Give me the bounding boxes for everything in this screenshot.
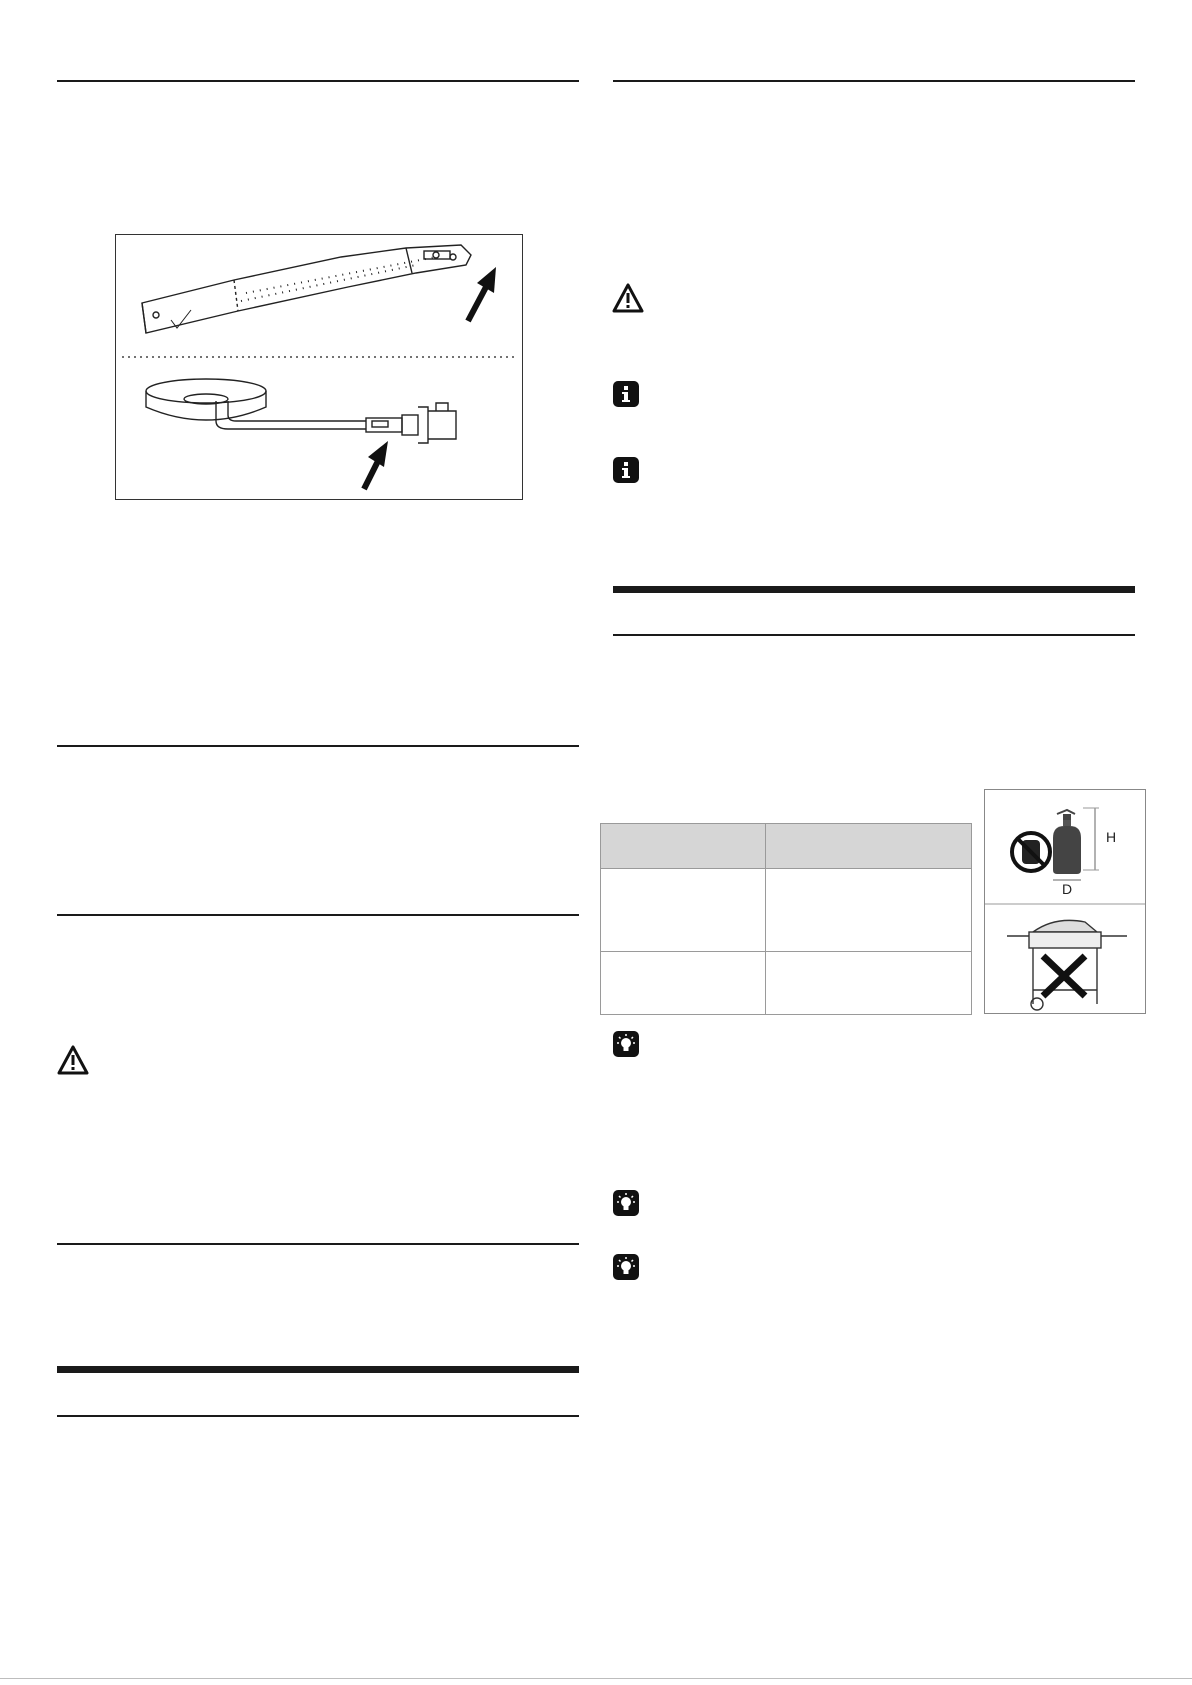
table-header-cell [601,824,766,869]
arrow-upper [468,267,496,321]
cylinder-figure [984,789,1146,1014]
burner-illustration [116,235,522,499]
table-cell [601,952,766,1015]
barbecue-icon [1007,920,1127,1010]
table-cell [766,952,972,1015]
table-cell [601,869,766,952]
table-cell [766,869,972,952]
tip-lightbulb-icon [612,1189,640,1217]
no-small-cylinder-icon [1012,833,1050,871]
section-rule-right-1 [613,80,1135,82]
footer-line [0,1678,1192,1679]
gas-cylinder-table [600,823,972,1015]
arrow-lower [364,441,388,489]
table-row [601,869,972,952]
warning-icon [57,1045,89,1075]
tip-lightbulb-icon [612,1030,640,1058]
burner-tube-drawing [142,245,471,333]
section-rule-left-2 [57,745,579,747]
height-label: H [1106,829,1117,845]
diameter-label: D [1062,881,1073,897]
side-burner-drawing [146,379,456,443]
section-rule-right-2 [613,634,1135,636]
burner-figure [115,234,523,500]
table-header-cell [766,824,972,869]
table-header-row [601,824,972,869]
chapter-rule-right [613,586,1135,593]
section-rule-left-4 [57,1243,579,1245]
tip-lightbulb-icon [612,1253,640,1281]
chapter-rule-left [57,1366,579,1373]
info-icon [612,380,640,408]
table-row [601,952,972,1015]
section-rule-left-5 [57,1415,579,1417]
gas-cylinder-icon [1053,808,1099,880]
section-rule-left-1 [57,80,579,82]
warning-icon [612,283,644,313]
section-rule-left-3 [57,914,579,916]
info-icon [612,456,640,484]
